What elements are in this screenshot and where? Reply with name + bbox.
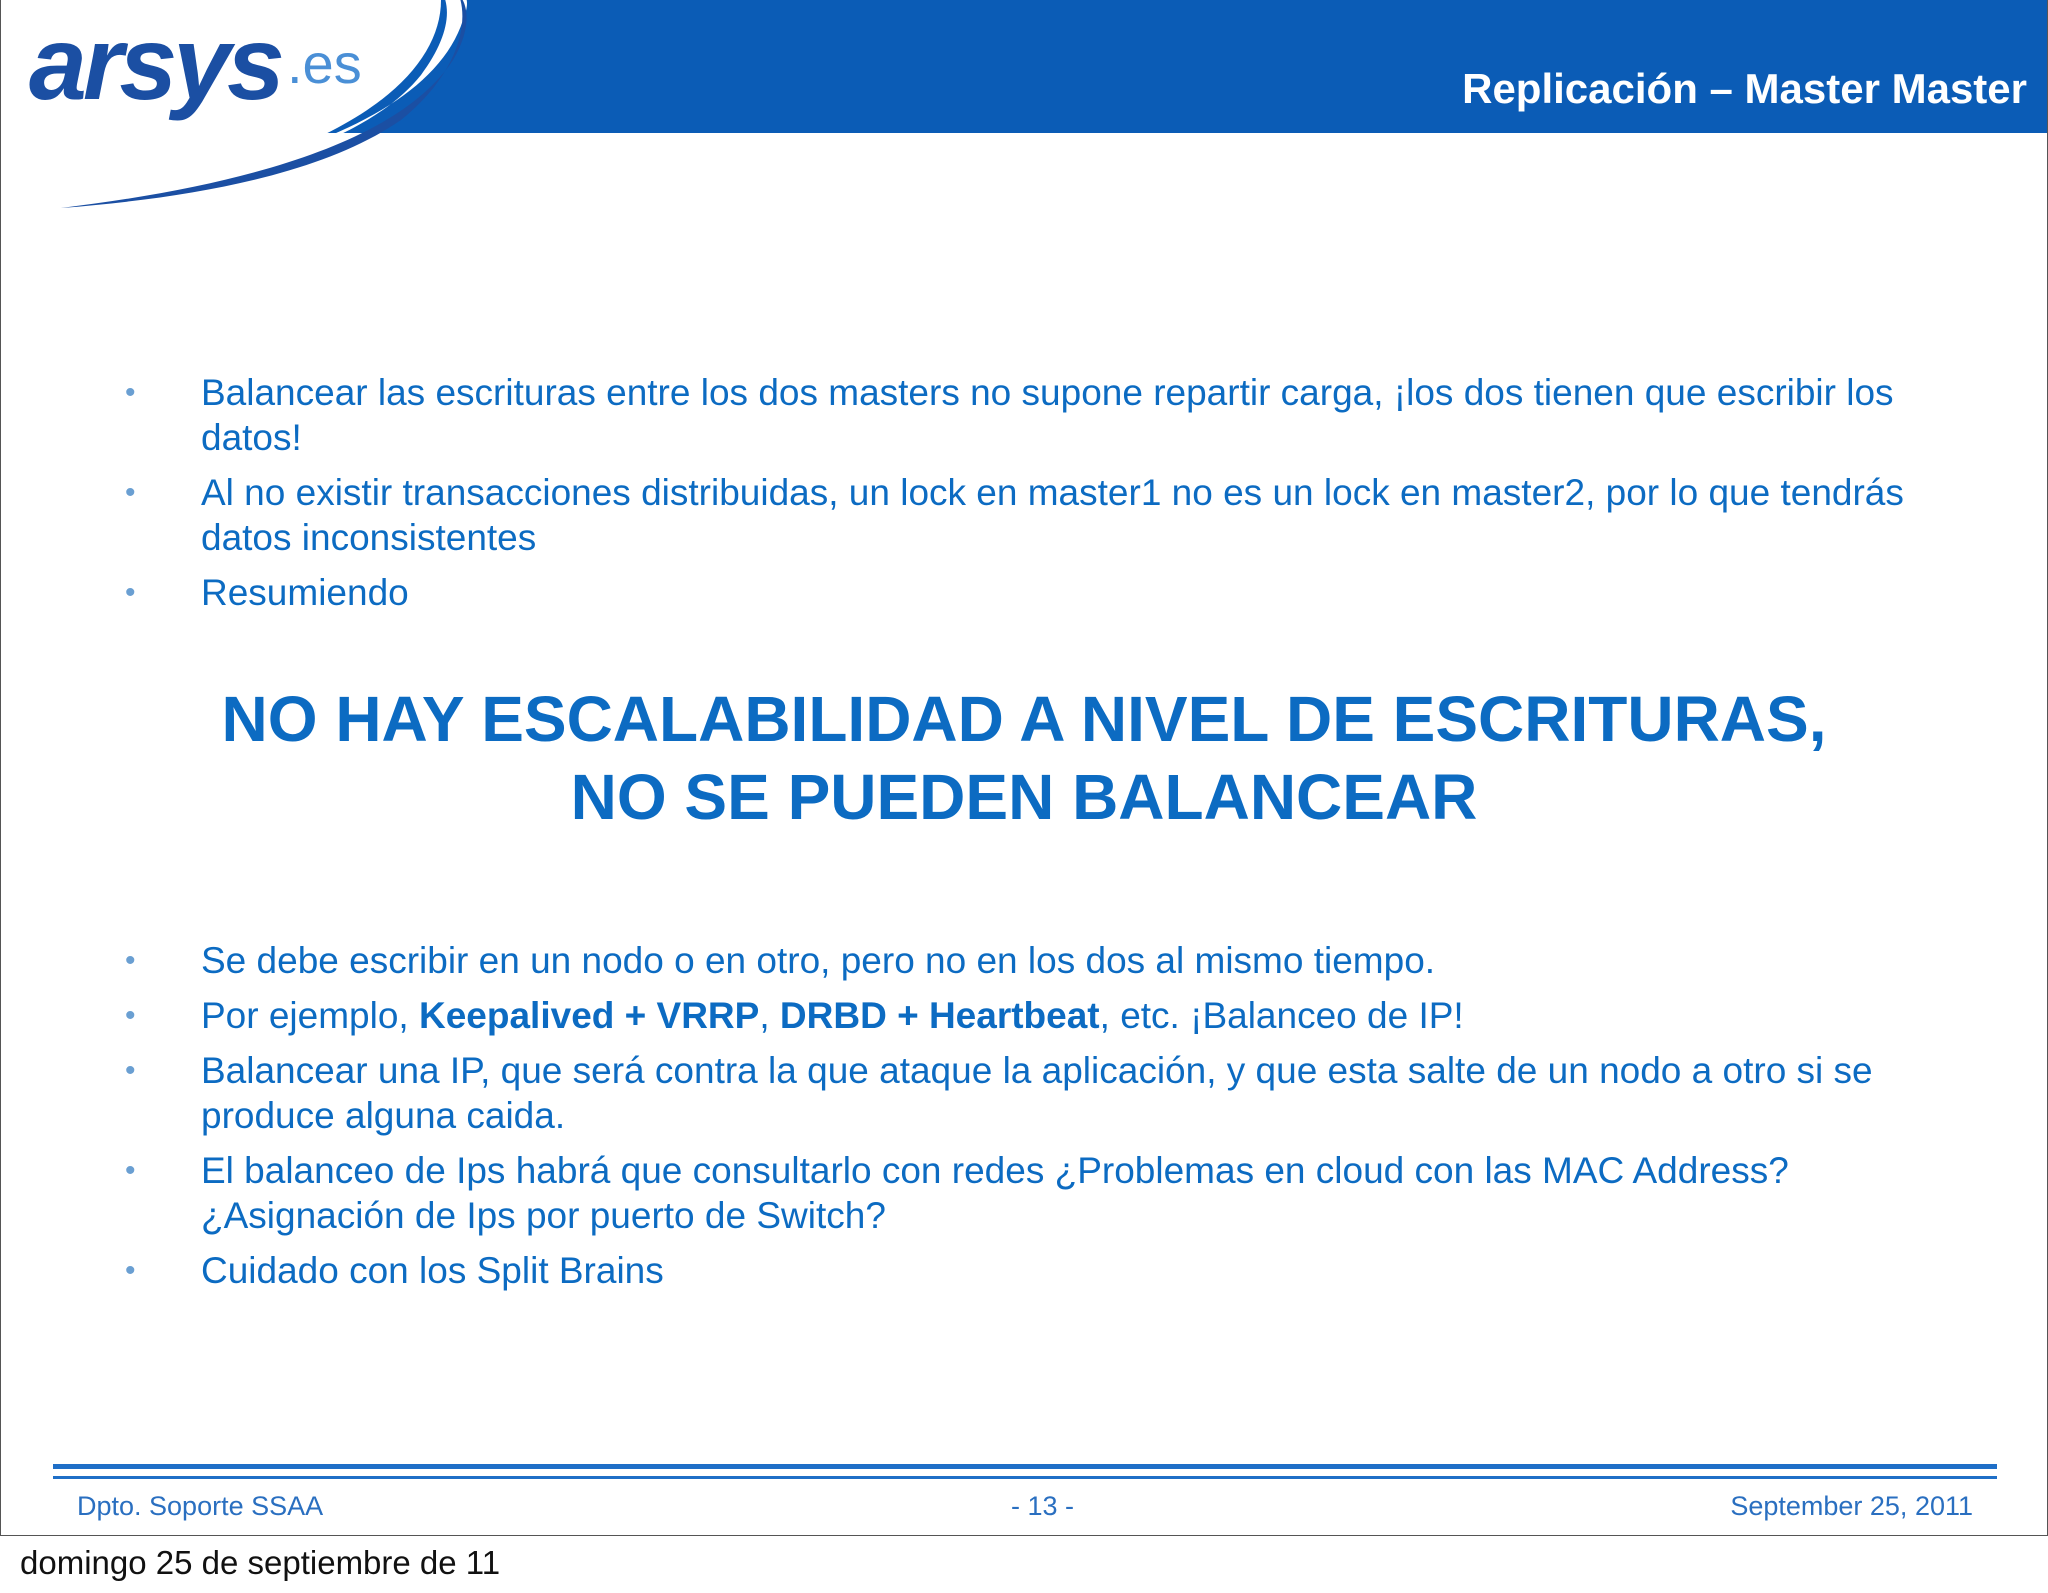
bullet-text: Balancear una IP, que será contra la que ataque la aplicación, y que esta salte de un nodo a otro si se produce alguna caida. [201, 1050, 1873, 1136]
headline-line-1: NO HAY ESCALABILIDAD A NIVEL DE ESCRITURAS, [221, 683, 1827, 755]
bullet-text-prefix: Por ejemplo, [201, 995, 419, 1036]
bullet-item [1, 570, 1981, 615]
bullet-item [1, 370, 1981, 460]
bullet-item [1, 470, 1981, 560]
footer-divider [53, 1464, 1997, 1479]
bullet-text-separator: , [759, 995, 780, 1036]
bullet-dot: • [125, 944, 136, 977]
logo-wordmark: arsys [29, 6, 281, 122]
bullet-text: Se debe escribir en un nodo o en otro, pero no en los dos al mismo tiempo. [201, 940, 1436, 981]
bullet-text-bold: DRBD + Heartbeat [779, 995, 1100, 1036]
headline [1, 680, 2047, 836]
footer-date: September 25, 2011 [1730, 1491, 1973, 1521]
bullet-item [1, 1248, 1981, 1293]
bullet-text: Balancear las escrituras entre los dos masters no supone repartir carga, ¡los dos tienen que escribir los datos! [201, 372, 1894, 458]
bullet-text: Resumiendo [201, 572, 409, 613]
bullet-text: Al no existir transacciones distribuidas, un lock en master1 no es un lock en master2, por lo que tendrás datos inconsistentes [201, 472, 1904, 558]
footer-page-number: - 13 - [1011, 1491, 1075, 1521]
bullet-text: Cuidado con los Split Brains [201, 1250, 664, 1291]
bullet-dot: • [125, 999, 136, 1032]
arsys-logo [1, 0, 481, 215]
bullet-dot: • [125, 576, 136, 609]
bullet-dot: • [125, 1054, 136, 1087]
bullet-dot: • [125, 1254, 136, 1287]
bullet-dot: • [125, 1154, 136, 1187]
bullet-text: El balanceo de Ips habrá que consultarlo con redes ¿Problemas en cloud con las MAC Address? ¿Asignación de Ips por puerto de Switch? [201, 1150, 1789, 1236]
bullet-item [1, 993, 1981, 1038]
bullet-list-bottom [1, 938, 1981, 1303]
bullet-text-bold: Keepalived + VRRP [419, 995, 760, 1036]
bullet-dot: • [125, 376, 136, 409]
slide-title: Replicación – Master Master [1462, 65, 2027, 112]
footer-department: Dpto. Soporte SSAA [77, 1491, 324, 1521]
bullet-item [1, 938, 1981, 983]
bullet-text-suffix: , etc. ¡Balanceo de IP! [1099, 995, 1464, 1036]
headline-line-2: NO SE PUEDEN BALANCEAR [570, 761, 1478, 833]
bullet-item [1, 1148, 1981, 1238]
bullet-item [1, 1048, 1981, 1138]
slide-caption: domingo 25 de septiembre de 11 [20, 1544, 501, 1581]
bullet-list-top [1, 370, 1981, 625]
bullet-dot: • [125, 476, 136, 509]
logo-suffix: .es [287, 32, 362, 95]
